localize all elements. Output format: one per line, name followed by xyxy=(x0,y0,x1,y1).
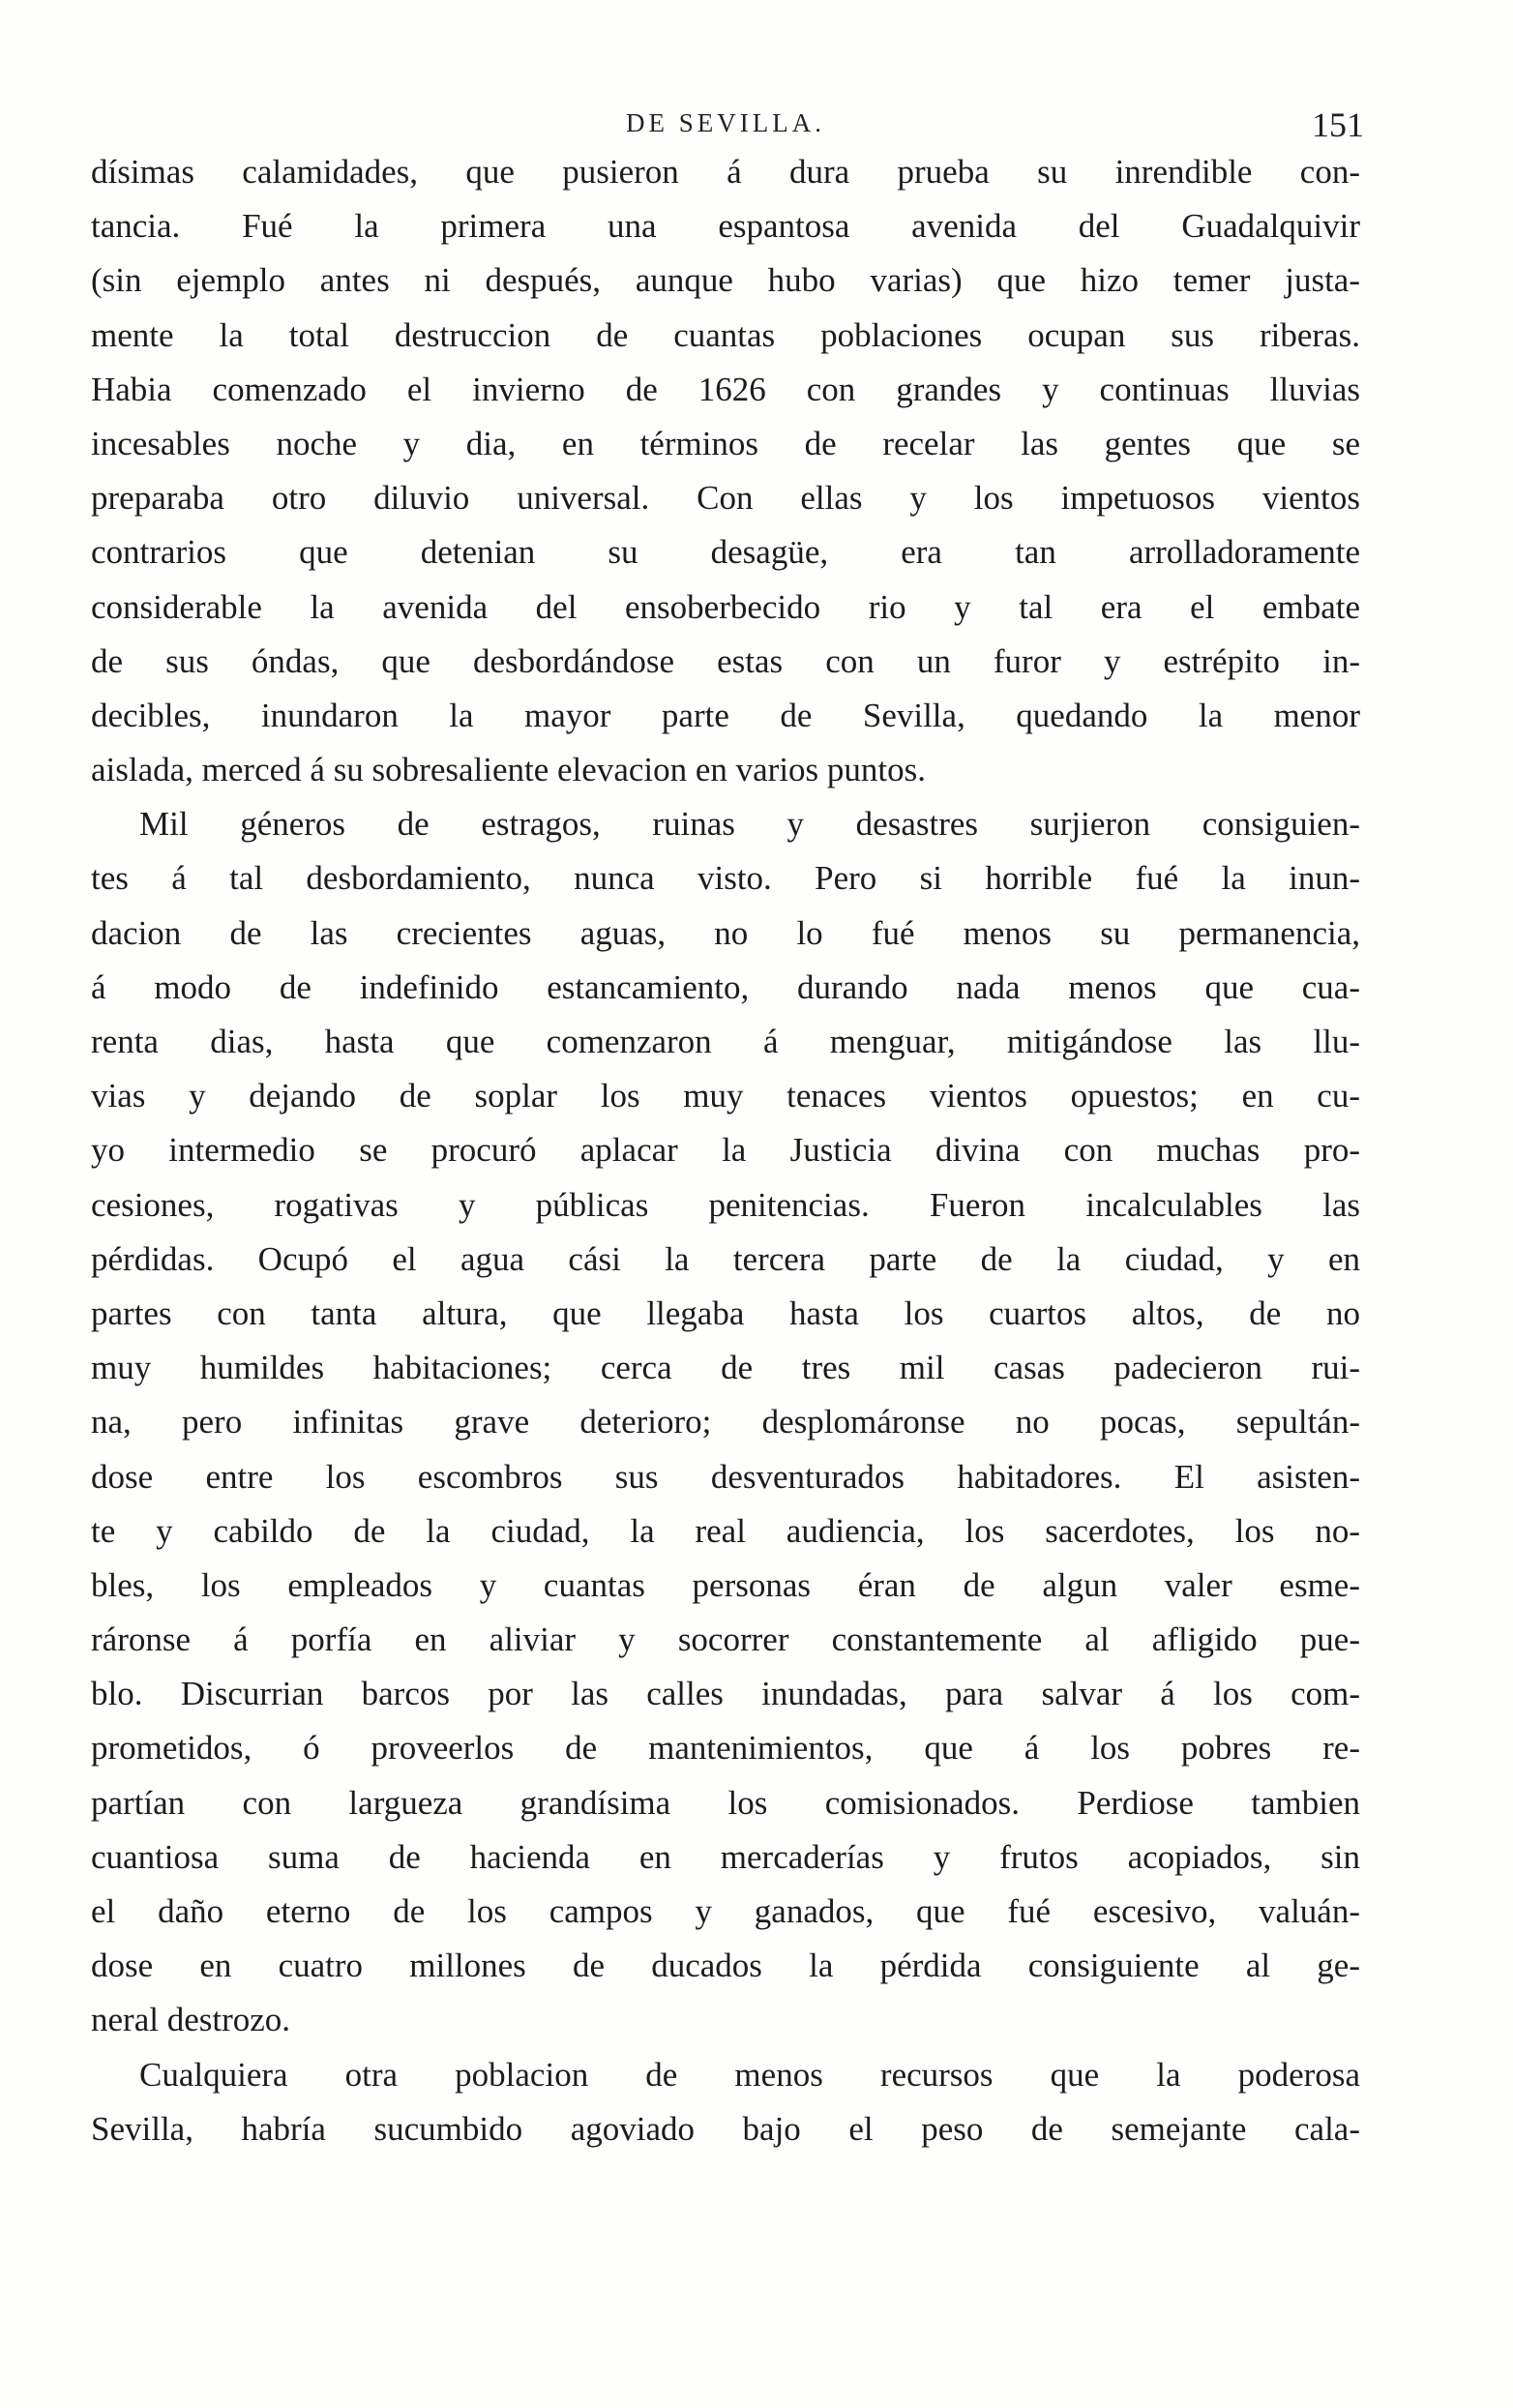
text-line: Habia comenzado el invierno de 1626 con grandes y continuas lluvias xyxy=(91,370,1360,408)
text-line: tes á tal desbordamiento, nunca visto. Pero si horrible fué la inun- xyxy=(91,859,1360,898)
text-line: partían con largueza grandísima los comisionados. Perdiose tambien xyxy=(91,1783,1360,1822)
text-line: muy humildes habitaciones; cerca de tres mil casas padecieron rui- xyxy=(91,1349,1360,1387)
body-text xyxy=(91,145,1360,2156)
text-line: blo. Discurrian barcos por las calles inundadas, para salvar á los com- xyxy=(91,1675,1360,1713)
text-line: incesables noche y dia, en términos de recelar las gentes que se xyxy=(91,424,1360,462)
text-line: aislada, merced á su sobresaliente elevacion en varios puntos. xyxy=(91,751,927,789)
text-line: de sus óndas, que desbordándose estas con un furor y estrépito in- xyxy=(91,641,1360,680)
text-line: á modo de indefinido estancamiento, durando nada menos que cua- xyxy=(91,967,1360,1006)
text-line: mente la total destruccion de cuantas poblaciones ocupan sus riberas. xyxy=(91,315,1360,354)
text-line: yo intermedio se procuró aplacar la Justicia divina con muchas pro- xyxy=(91,1131,1360,1170)
text-line: dacion de las crecientes aguas, no lo fué menos su permanencia, xyxy=(91,913,1360,952)
text-line: vias y dejando de soplar los muy tenaces vientos opuestos; en cu- xyxy=(91,1077,1360,1115)
text-line: neral destrozo. xyxy=(91,2001,291,2039)
text-line: cuantiosa suma de hacienda en mercaderías y frutos acopiados, sin xyxy=(91,1837,1360,1876)
text-line: dose entre los escombros sus desventurados habitadores. El asisten- xyxy=(91,1457,1360,1496)
text-line: partes con tanta altura, que llegaba hasta los cuartos altos, de no xyxy=(91,1293,1360,1332)
text-line: te y cabildo de la ciudad, la real audiencia, los sacerdotes, los no- xyxy=(91,1511,1360,1550)
text-line: cesiones, rogativas y públicas penitencias. Fueron incalculables las xyxy=(91,1185,1360,1224)
text-line: decibles, inundaron la mayor parte de Sevilla, quedando la menor xyxy=(91,696,1360,734)
running-title: DE SEVILLA. xyxy=(626,108,825,137)
text-line: el daño eterno de los campos y ganados, que fué escesivo, valuán- xyxy=(91,1892,1360,1930)
text-line: (sin ejemplo antes ni después, aunque hubo varias) que hizo temer justa- xyxy=(91,261,1360,300)
text-line: considerable la avenida del ensoberbecido rio y tal era el embate xyxy=(91,587,1360,626)
text-line: ráronse á porfía en aliviar y socorrer constantemente al afligido pue- xyxy=(91,1620,1360,1659)
text-line: Sevilla, habría sucumbido agoviado bajo el peso de semejante cala- xyxy=(91,2109,1360,2148)
text-line: tancia. Fué la primera una espantosa avenida del Guadalquivir xyxy=(91,207,1360,246)
text-line: prometidos, ó proveerlos de mantenimientos, que á los pobres re- xyxy=(91,1729,1360,1768)
text-line: pérdidas. Ocupó el agua cási la tercera parte de la ciudad, y en xyxy=(91,1239,1360,1278)
text-line: renta dias, hasta que comenzaron á menguar, mitigándose las llu- xyxy=(91,1023,1360,1060)
running-head xyxy=(87,104,1364,143)
text-line: preparaba otro diluvio universal. Con ellas y los impetuosos vientos xyxy=(91,479,1360,518)
text-line: contrarios que detenian su desagüe, era tan arrolladoramente xyxy=(91,533,1360,572)
page-number: 151 xyxy=(1312,105,1364,144)
text-line: Cualquiera otra poblacion de menos recursos que la poderosa xyxy=(139,2055,1360,2094)
text-line: dísimas calamidades, que pusieron á dura prueba su inrendible con- xyxy=(91,153,1360,191)
text-line: na, pero infinitas grave deterioro; desplomáronse no pocas, sepultán- xyxy=(91,1403,1360,1442)
text-line: bles, los empleados y cuantas personas éran de algun valer esme- xyxy=(91,1565,1360,1604)
text-line: Mil géneros de estragos, ruinas y desastres surjieron consiguien- xyxy=(139,805,1360,844)
text-line: dose en cuatro millones de ducados la pérdida consiguiente al ge- xyxy=(91,1947,1360,1985)
